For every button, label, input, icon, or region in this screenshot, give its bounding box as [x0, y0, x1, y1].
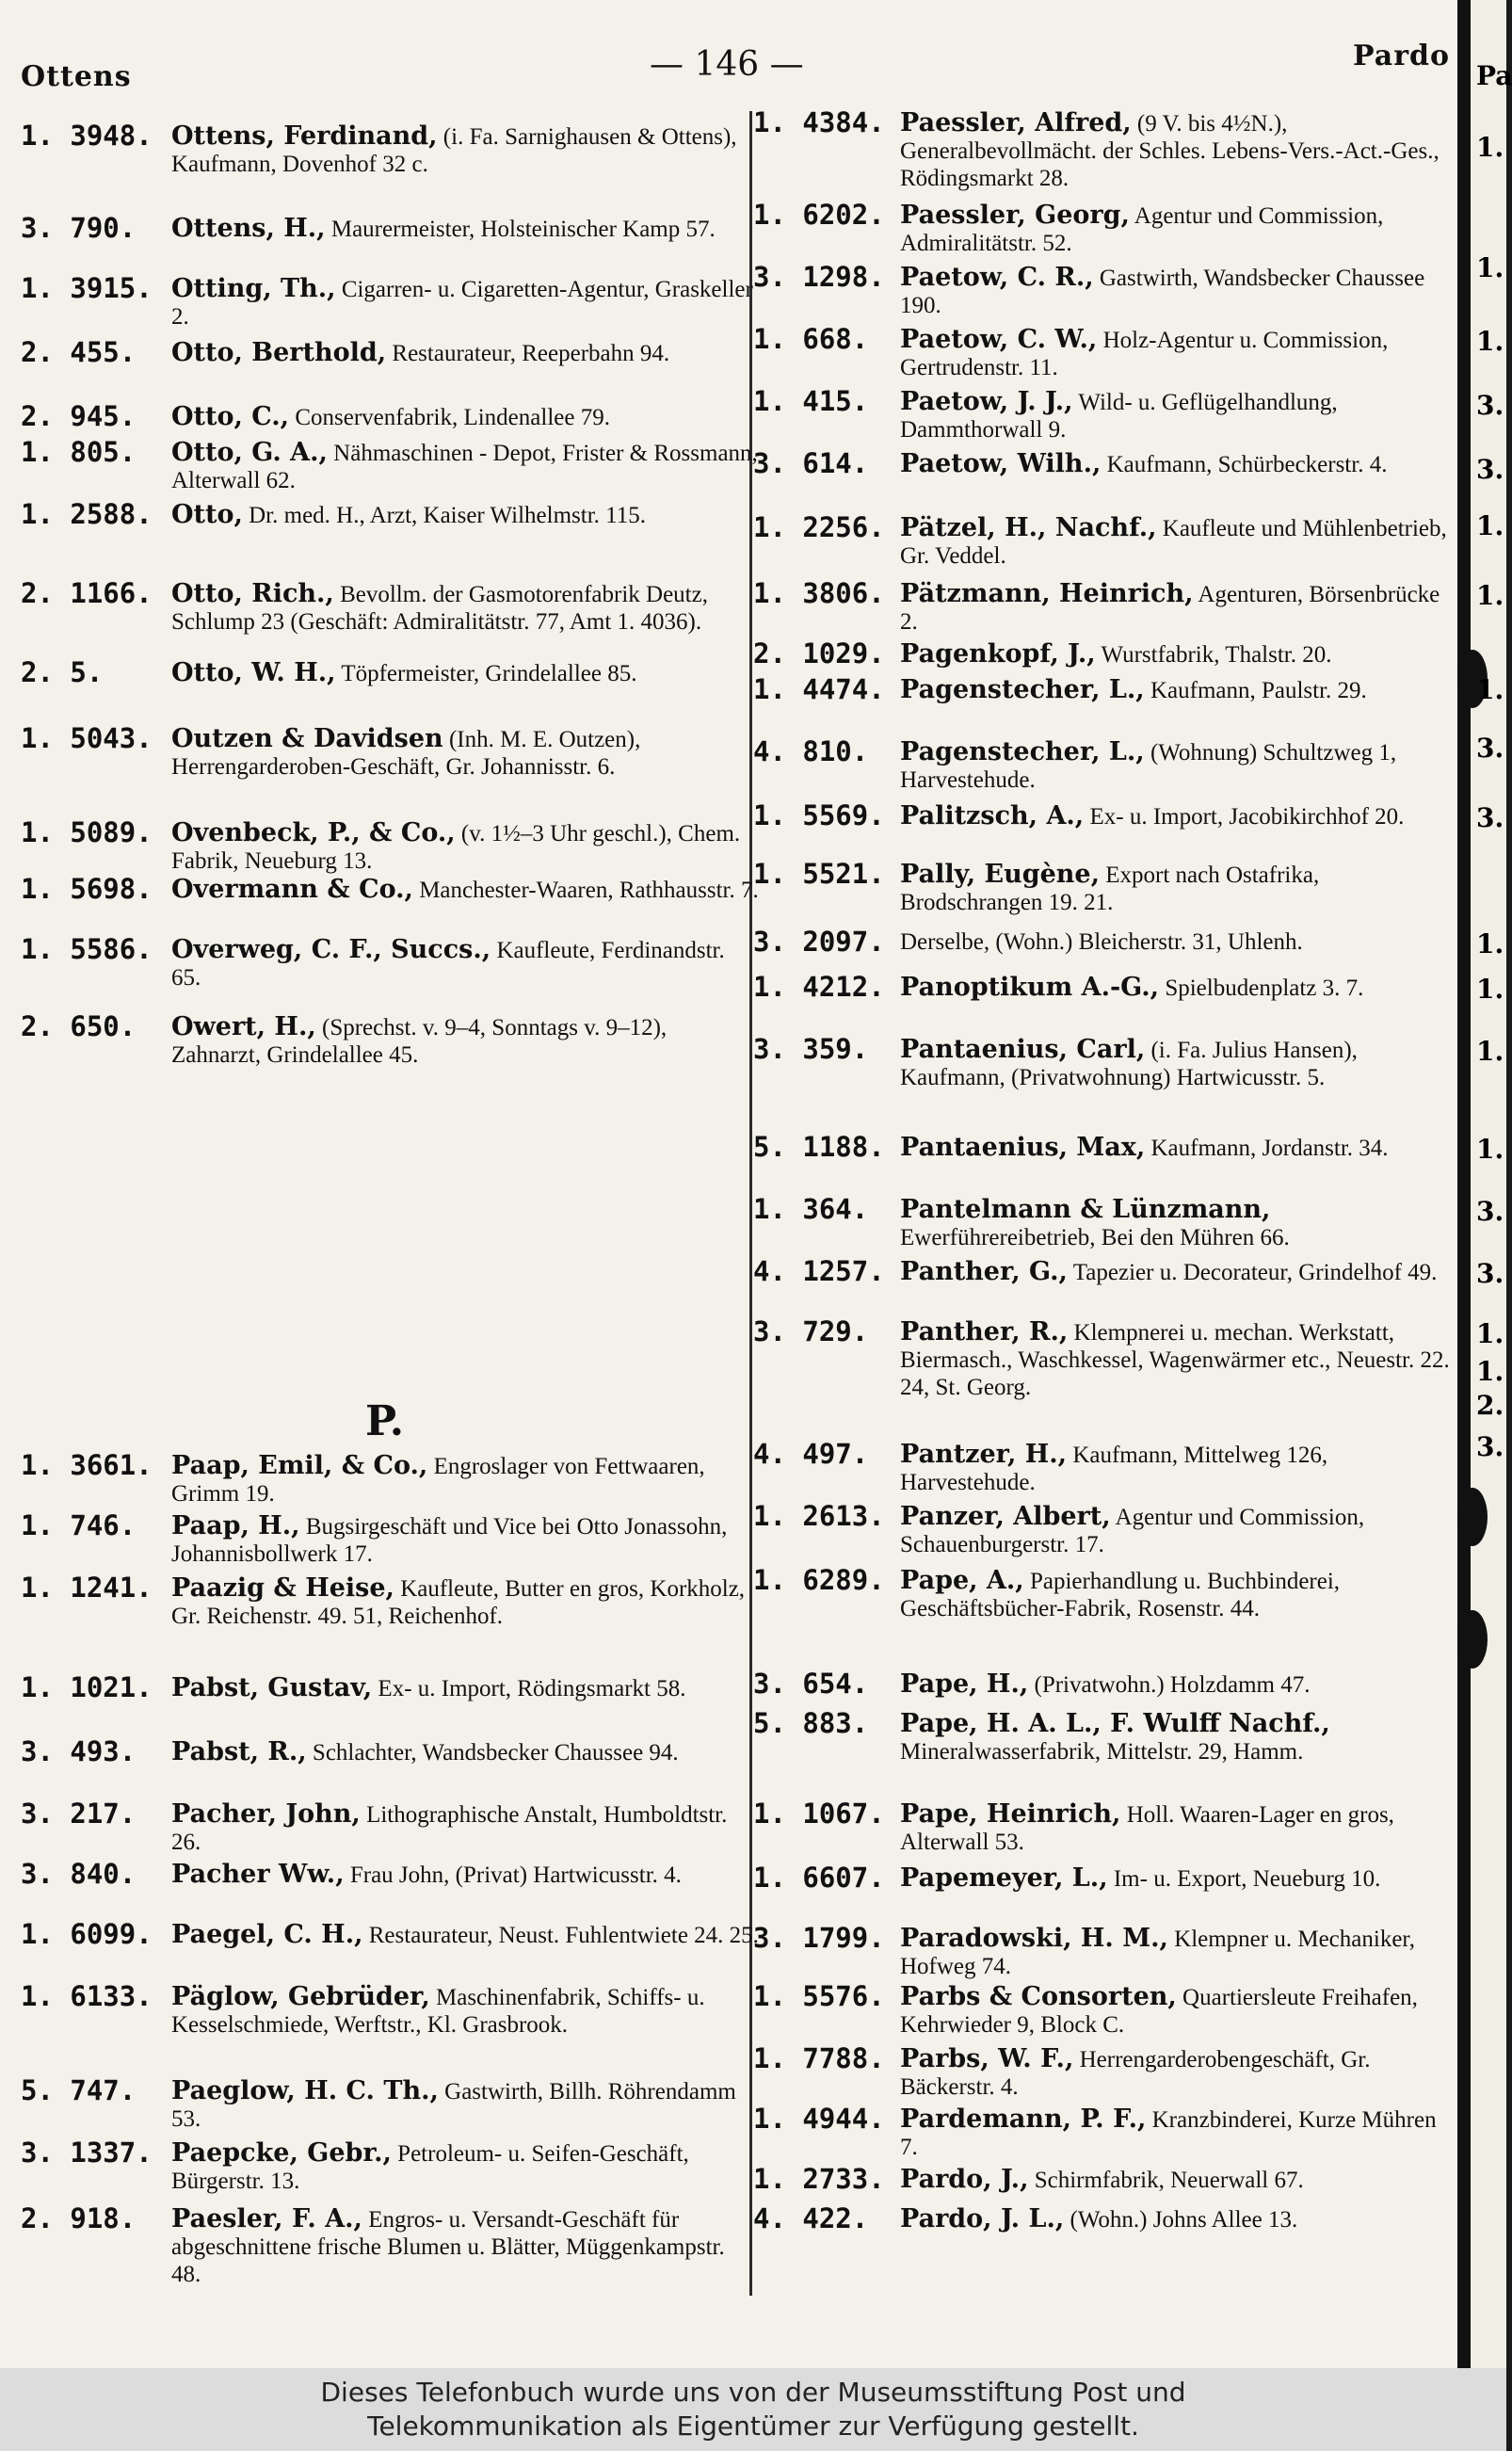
- subscriber-details: (9 V. bis 4½N.), Generalbevollmächt. der Schles. Lebens-Vers.-Act.-Ges., Rödingsmarkt 28.: [900, 111, 1440, 191]
- subscriber-details: Restaurateur, Neust. Fuhlentwiete 24. 25.: [368, 1923, 759, 1948]
- subscriber-name: Pagenstecher, L.,: [900, 737, 1145, 766]
- entry-text: [900, 2045, 1459, 2101]
- subscriber-name: Pape, A.,: [900, 1566, 1024, 1595]
- subscriber-name: Pacher, John,: [171, 1799, 361, 1829]
- subscriber-name: Outzen & Davidsen: [171, 724, 443, 753]
- phone-number: 3. 790.: [21, 212, 137, 244]
- subscriber-name: Paepcke, Gebr.,: [171, 2138, 392, 2168]
- subscriber-details: Wild- u. Geflügelhandlung, Dammthorwall 9.: [900, 390, 1338, 443]
- subscriber-name: Panzer, Albert,: [900, 1502, 1111, 1531]
- subscriber-details: Kaufmann, Schürbeckerstr. 4.: [1106, 452, 1388, 477]
- subscriber-details: (v. 1½–3 Uhr geschl.), Chem. Fabrik, Neueburg 13.: [171, 821, 741, 874]
- phone-number: 5. 883.: [753, 1707, 869, 1739]
- edge-fragment: 1.: [1476, 1318, 1504, 1349]
- edge-fragment: 3.: [1476, 1258, 1504, 1289]
- subscriber-details: Töpfermeister, Grindelallee 85.: [341, 661, 637, 686]
- subscriber-name: Otto, C.,: [171, 402, 290, 431]
- phone-number: 1. 5569.: [753, 799, 885, 831]
- subscriber-details: Restaurateur, Reeperbahn 94.: [392, 341, 670, 366]
- subscriber-details: Agentur und Commission, Schauenburgerstr. 17.: [900, 1505, 1365, 1557]
- entry-text: [171, 1574, 760, 1630]
- binding-mark: [1457, 1610, 1488, 1669]
- subscriber-name: Päglow, Gebrüder,: [171, 1982, 430, 2011]
- phone-number: 3. 1337.: [21, 2137, 153, 2169]
- entry-text: [171, 2205, 760, 2288]
- subscriber-details: Kaufleute und Mühlenbetrieb, Gr. Veddel.: [900, 516, 1447, 569]
- subscriber-details: Ewerführereibetrieb, Bei den Mühren 66.: [900, 1225, 1290, 1250]
- edge-fragment: 3.: [1476, 733, 1504, 764]
- entry-text: [900, 1258, 1459, 1286]
- subscriber-details: Frau John, (Privat) Hartwicusstr. 4.: [349, 1862, 682, 1888]
- subscriber-name: Pape, Heinrich,: [900, 1799, 1121, 1829]
- entry-text: [171, 403, 760, 431]
- entry-text: [900, 202, 1459, 257]
- subscriber-details: Ex- u. Import, Jacobikirchhof 20.: [1089, 804, 1405, 830]
- binding-mark: [1457, 1488, 1488, 1546]
- subscriber-details: Conservenfabrik, Lindenallee 79.: [295, 405, 610, 430]
- phone-number: 3. 729.: [753, 1315, 869, 1347]
- entry-text: [171, 1452, 760, 1508]
- phone-number: 3. 840.: [21, 1858, 137, 1890]
- entry-text: [171, 819, 760, 875]
- entry-text: [171, 2139, 760, 2195]
- phone-number: 3. 217.: [21, 1798, 137, 1830]
- subscriber-name: Pätzmann, Heinrich,: [900, 579, 1194, 608]
- subscriber-name: Otto, G. A.,: [171, 438, 328, 467]
- subscriber-name: Overmann & Co.,: [171, 875, 413, 904]
- entry-text: [900, 2166, 1459, 2194]
- phone-number: 1. 2588.: [21, 498, 153, 530]
- subscriber-name: Otto, Berthold,: [171, 338, 387, 367]
- phone-number: 2. 1029.: [753, 637, 885, 669]
- phone-number: 1. 5576.: [753, 1980, 885, 2012]
- subscriber-name: Palitzsch, A.,: [900, 801, 1085, 830]
- running-head-right: Pardo: [1353, 40, 1450, 73]
- entry-text: [900, 1670, 1459, 1699]
- subscriber-details: Agenturen, Börsenbrücke 2.: [900, 582, 1440, 635]
- subscriber-name: Panoptikum A.-G.,: [900, 973, 1160, 1002]
- subscriber-name: Ovenbeck, P., & Co.,: [171, 818, 456, 847]
- entry-text: [900, 1036, 1459, 1091]
- phone-number: 5. 1188.: [753, 1131, 885, 1163]
- entry-text: [171, 215, 760, 243]
- subscriber-name: Pantelmann & Lünzmann,: [900, 1195, 1271, 1224]
- subscriber-details: (Sprechst. v. 9–4, Sonntags v. 9–12), Zahnarzt, Grindelallee 45.: [171, 1015, 668, 1068]
- subscriber-name: Paeglow, H. C. Th.,: [171, 2076, 439, 2105]
- subscriber-details: Kaufleute, Ferdinandstr. 65.: [171, 938, 725, 991]
- subscriber-details: Gastwirth, Wandsbecker Chaussee 190.: [900, 266, 1425, 318]
- subscriber-name: Paetow, C. W.,: [900, 325, 1098, 354]
- subscriber-name: Pantaenius, Max,: [900, 1133, 1146, 1162]
- edge-fragment: 1.: [1476, 580, 1504, 611]
- edge-fragment: 3.: [1476, 454, 1504, 485]
- subscriber-name: Paradowski, H. M.,: [900, 1924, 1168, 1953]
- phone-number: 4. 810.: [753, 735, 869, 767]
- subscriber-details: (i. Fa. Sarnighausen & Ottens), Kaufmann, Dovenhof 32 c.: [171, 124, 737, 177]
- adjacent-page-edge: [1457, 0, 1512, 2368]
- entry-text: [171, 275, 760, 331]
- edge-fragment: 1.: [1476, 928, 1504, 959]
- subscriber-name: Otto, W. H.,: [171, 658, 336, 687]
- entry-text: [171, 725, 760, 781]
- footer-line-2: Telekommunikation als Eigentümer zur Verfügung gestellt.: [367, 2411, 1139, 2442]
- subscriber-details: Holl. Waaren-Lager en gros, Alterwall 53.: [900, 1802, 1394, 1855]
- edge-fragment: 1.: [1476, 1134, 1504, 1165]
- phone-number: 1. 415.: [753, 385, 869, 417]
- subscriber-details: Mineralwasserfabrik, Mittelstr. 29, Hamm.: [900, 1739, 1304, 1765]
- subscriber-name: Ottens, H.,: [171, 214, 326, 243]
- subscriber-name: Paesler, F. A.,: [171, 2204, 362, 2233]
- entry-text: [171, 580, 760, 636]
- edge-fragment: 1.: [1476, 326, 1504, 357]
- phone-number: 1. 364.: [753, 1193, 869, 1225]
- subscriber-name: Otto,: [171, 500, 243, 529]
- entry-text: [900, 1710, 1459, 1766]
- entry-text: [900, 2105, 1459, 2161]
- entry-text: [900, 1925, 1459, 1980]
- phone-number: 1. 5521.: [753, 858, 885, 890]
- subscriber-name: Pape, H.,: [900, 1669, 1029, 1699]
- phone-number: 2. 5.: [21, 656, 104, 688]
- subscriber-name: Paap, Emil, & Co.,: [171, 1451, 428, 1480]
- subscriber-details: Papierhandlung u. Buchbinderei, Geschäftsbücher-Fabrik, Rosenstr. 44.: [900, 1569, 1341, 1621]
- phone-number: 2. 918.: [21, 2202, 137, 2234]
- phone-number: 1. 6133.: [21, 1980, 153, 2012]
- phone-number: 1. 4384.: [753, 106, 885, 138]
- subscriber-details: Bugsirgeschäft und Vice bei Otto Jonassohn, Johannisbollwerk 17.: [171, 1514, 728, 1567]
- subscriber-details: (i. Fa. Julius Hansen), Kaufmann, (Privatwohnung) Hartwicusstr. 5.: [900, 1038, 1358, 1090]
- phone-number: 3. 359.: [753, 1033, 869, 1065]
- phone-number: 1. 6202.: [753, 199, 885, 231]
- subscriber-details: Maurermeister, Holsteinischer Kamp 57.: [330, 217, 716, 242]
- entry-text: [171, 439, 760, 494]
- entry-text: [900, 388, 1459, 443]
- entry-text: [900, 738, 1459, 794]
- edge-fragment: Pa: [1476, 60, 1512, 91]
- subscriber-name: Paetow, J. J.,: [900, 387, 1073, 416]
- phone-number: 1. 2733.: [753, 2163, 885, 2195]
- subscriber-details: Manchester-Waaren, Rathhausstr. 7.: [419, 878, 759, 903]
- page-number: — 146 —: [650, 45, 804, 84]
- phone-number: 4. 1257.: [753, 1255, 885, 1287]
- phone-number: 2. 945.: [21, 400, 137, 432]
- phone-number: 1. 5089.: [21, 816, 153, 848]
- phone-number: 1. 4474.: [753, 673, 885, 705]
- entry-text: [900, 1196, 1459, 1251]
- subscriber-name: Pagenkopf, J.,: [900, 639, 1096, 669]
- phone-number: 1. 6289.: [753, 1564, 885, 1596]
- subscriber-name: Pally, Eugène,: [900, 860, 1100, 889]
- edge-fragment: 3.: [1476, 1196, 1504, 1227]
- subscriber-details: Lithographische Anstalt, Humboldtstr. 26.: [171, 1802, 728, 1855]
- subscriber-details: Gastwirth, Billh. Röhrendamm 53.: [171, 2079, 736, 2132]
- entry-text: [900, 109, 1459, 192]
- entry-text: [900, 1983, 1459, 2039]
- subscriber-details: Kaufmann, Jordanstr. 34.: [1150, 1136, 1389, 1161]
- entry-text: [171, 1674, 760, 1702]
- subscriber-details: Engros- u. Versandt-Geschäft für abgeschnittene frische Blumen u. Blätter, Müggenkampstr. 48.: [171, 2207, 725, 2287]
- subscriber-details: Kaufleute, Butter en gros, Korkholz, Gr. Reichenstr. 49. 51, Reichenhof.: [171, 1576, 746, 1629]
- subscriber-details: Nähmaschinen - Depot, Frister & Rossmann, Alterwall 62.: [171, 441, 758, 493]
- subscriber-name: Pape, H. A. L., F. Wulff Nachf.,: [900, 1709, 1330, 1738]
- edge-fragment: 1.: [1476, 674, 1504, 705]
- entry-text: [900, 640, 1459, 669]
- phone-number: 1. 2256.: [753, 511, 885, 543]
- entry-text: [171, 1013, 760, 1069]
- subscriber-details: Petroleum- u. Seifen-Geschäft, Bürgerstr. 13.: [171, 2141, 689, 2194]
- phone-number: 1. 3661.: [21, 1449, 153, 1481]
- entry-text: [171, 936, 760, 992]
- edge-fragment: 1.: [1476, 974, 1504, 1005]
- subscriber-details: Cigarren- u. Cigaretten-Agentur, Graskeller 2.: [171, 277, 753, 330]
- phone-number: 1. 5043.: [21, 722, 153, 754]
- subscriber-details: (Inh. M. E. Outzen), Herrengarderoben-Geschäft, Gr. Johannisstr. 6.: [171, 727, 641, 780]
- subscriber-details: Spielbudenplatz 3. 7.: [1165, 976, 1364, 1001]
- subscriber-details: Bevollm. der Gasmotorenfabrik Deutz, Schlump 23 (Geschäft: Admiralitätstr. 77, Amt 1. 4036).: [171, 582, 708, 635]
- entry-text: [900, 928, 1459, 956]
- phone-number: 1. 668.: [753, 323, 869, 355]
- subscriber-name: Pardo, J. L.,: [900, 2204, 1065, 2233]
- entry-text: [171, 339, 760, 367]
- phone-number: 1. 5586.: [21, 933, 153, 965]
- entry-text: [900, 326, 1459, 381]
- subscriber-details: Dr. med. H., Arzt, Kaiser Wilhelmstr. 115.: [249, 503, 646, 528]
- section-letter: P.: [365, 1397, 405, 1445]
- subscriber-name: Paap, H.,: [171, 1511, 300, 1540]
- subscriber-name: Panther, G.,: [900, 1257, 1068, 1286]
- entry-text: [171, 876, 760, 904]
- entry-text: [171, 1861, 760, 1889]
- subscriber-name: Paessler, Georg,: [900, 201, 1130, 230]
- subscriber-details: Wurstfabrik, Thalstr. 20.: [1101, 642, 1332, 668]
- subscriber-details: Ex- u. Import, Rödingsmarkt 58.: [378, 1676, 686, 1701]
- phone-number: 1. 1067.: [753, 1798, 885, 1830]
- subscriber-details: Derselbe, (Wohn.) Bleicherstr. 31, Uhlenh.: [900, 929, 1303, 955]
- edge-fragment: 1.: [1476, 252, 1504, 283]
- subscriber-name: Pantaenius, Carl,: [900, 1035, 1146, 1064]
- edge-fragment: 1.: [1476, 132, 1504, 163]
- phone-number: 4. 422.: [753, 2202, 869, 2234]
- subscriber-name: Papemeyer, L.,: [900, 1863, 1108, 1893]
- entry-text: [900, 1864, 1459, 1893]
- phone-number: 1. 6607.: [753, 1862, 885, 1894]
- entry-text: [900, 1134, 1459, 1162]
- phone-number: 1. 4212.: [753, 971, 885, 1003]
- entry-text: [171, 122, 760, 178]
- entry-text: [900, 1567, 1459, 1622]
- phone-number: 1. 1021.: [21, 1671, 153, 1703]
- phone-number: 1. 805.: [21, 436, 137, 468]
- entry-text: [171, 2077, 760, 2133]
- subscriber-name: Pagenstecher, L.,: [900, 675, 1145, 704]
- subscriber-name: Paessler, Alfred,: [900, 108, 1132, 137]
- phone-number: 3. 1799.: [753, 1922, 885, 1954]
- phone-number: 1. 7788.: [753, 2042, 885, 2074]
- footer-notice: [0, 2368, 1506, 2451]
- phone-number: 5. 747.: [21, 2074, 137, 2106]
- phone-number: 3. 493.: [21, 1735, 137, 1767]
- subscriber-details: Schlachter, Wandsbecker Chaussee 94.: [312, 1740, 679, 1766]
- phone-number: 3. 2097.: [753, 926, 885, 958]
- subscriber-details: (Wohnung) Schultzweg 1, Harvestehude.: [900, 740, 1397, 793]
- page-gutter: [1457, 0, 1471, 2368]
- subscriber-details: Engroslager von Fettwaaren, Grimm 19.: [171, 1454, 705, 1507]
- phone-number: 1. 3806.: [753, 577, 885, 609]
- running-head-left: Ottens: [21, 60, 132, 93]
- entry-text: [171, 1738, 760, 1766]
- subscriber-details: Kaufmann, Mittelweg 126, Harvestehude.: [900, 1443, 1328, 1495]
- entry-text: [900, 1800, 1459, 1856]
- entry-text: [900, 1318, 1459, 1401]
- subscriber-name: Otto, Rich.,: [171, 579, 334, 608]
- subscriber-details: Klempnerei u. mechan. Werkstatt, Biermasch., Waschkessel, Wagenwärmer etc., Neuestr. 22. 24, St. Georg.: [900, 1320, 1450, 1400]
- edge-fragment: 2.: [1476, 1390, 1504, 1421]
- phone-number: 1. 1241.: [21, 1572, 153, 1604]
- edge-fragment: 1.: [1476, 510, 1504, 541]
- edge-fragment: 3.: [1476, 802, 1504, 833]
- subscriber-name: Pardo, J.,: [900, 2165, 1029, 2194]
- phone-number: 2. 650.: [21, 1010, 137, 1042]
- entry-text: [900, 264, 1459, 319]
- phone-number: 2. 1166.: [21, 577, 153, 609]
- entry-text: [900, 974, 1459, 1002]
- phone-number: 1. 4944.: [753, 2103, 885, 2135]
- phone-number: 1. 746.: [21, 1509, 137, 1541]
- entry-text: [171, 659, 760, 687]
- entry-text: [171, 1921, 760, 1949]
- subscriber-name: Pacher Ww.,: [171, 1860, 345, 1889]
- subscriber-name: Pabst, R.,: [171, 1737, 307, 1766]
- subscriber-details: Tapezier u. Decorateur, Grindelhof 49.: [1072, 1260, 1438, 1285]
- subscriber-details: (Wohn.) Johns Allee 13.: [1070, 2207, 1298, 2233]
- subscriber-name: Pätzel, H., Nachf.,: [900, 513, 1157, 542]
- subscriber-name: Paegel, C. H.,: [171, 1920, 363, 1949]
- subscriber-details: Im- u. Export, Neueburg 10.: [1113, 1866, 1381, 1892]
- subscriber-details: Maschinenfabrik, Schiffs- u. Kesselschmiede, Werftstr., Kl. Grasbrook.: [171, 1985, 705, 2038]
- subscriber-details: Export nach Ostafrika, Brodschrangen 19. 21.: [900, 863, 1320, 915]
- phone-number: 4. 497.: [753, 1438, 869, 1470]
- phone-number: 1. 2613.: [753, 1500, 885, 1532]
- phone-number: 3. 1298.: [753, 261, 885, 293]
- entry-text: [171, 1800, 760, 1856]
- subscriber-details: Kranzbinderei, Kurze Mühren 7.: [900, 2107, 1437, 2160]
- footer-line-1: Dieses Telefonbuch wurde uns von der Museumsstiftung Post und: [320, 2377, 1186, 2408]
- subscriber-details: Kaufmann, Paulstr. 29.: [1150, 678, 1367, 703]
- edge-fragment: 3.: [1476, 1431, 1504, 1462]
- entry-text: [900, 450, 1459, 478]
- edge-fragment: 3.: [1476, 390, 1504, 421]
- subscriber-name: Parbs & Consorten,: [900, 1982, 1177, 2011]
- edge-fragment: 1.: [1476, 1356, 1504, 1387]
- subscriber-name: Overweg, C. F., Succs.,: [171, 935, 491, 964]
- subscriber-details: Schirmfabrik, Neuerwall 67.: [1034, 2168, 1304, 2193]
- entry-text: [900, 580, 1459, 636]
- subscriber-details: Herrengarderobengeschäft, Gr. Bäckerstr. 4.: [900, 2047, 1371, 2100]
- phone-number: 3. 614.: [753, 447, 869, 479]
- phone-number: 1. 3948.: [21, 120, 153, 152]
- subscriber-name: Panther, R.,: [900, 1317, 1069, 1346]
- entry-text: [900, 514, 1459, 570]
- subscriber-name: Paetow, C. R.,: [900, 263, 1094, 292]
- subscriber-name: Paetow, Wilh.,: [900, 449, 1102, 478]
- entry-text: [171, 501, 760, 529]
- subscriber-name: Pantzer, H.,: [900, 1440, 1068, 1469]
- entry-text: [900, 676, 1459, 704]
- entry-text: [900, 861, 1459, 916]
- subscriber-name: Ottens, Ferdinand,: [171, 121, 438, 151]
- subscriber-name: Otting, Th.,: [171, 274, 336, 303]
- subscriber-name: Pardemann, P. F.,: [900, 2104, 1147, 2134]
- phone-number: 3. 654.: [753, 1668, 869, 1700]
- entry-text: [171, 1512, 760, 1568]
- subscriber-name: Owert, H.,: [171, 1012, 316, 1041]
- phone-number: 1. 6099.: [21, 1918, 153, 1950]
- phone-number: 1. 3915.: [21, 272, 153, 304]
- phone-number: 1. 5698.: [21, 873, 153, 905]
- subscriber-details: Agentur und Commission, Admiralitätstr. 52.: [900, 203, 1384, 256]
- entry-text: [900, 1503, 1459, 1558]
- subscriber-name: Paazig & Heise,: [171, 1573, 394, 1603]
- edge-fragment: 1.: [1476, 1036, 1504, 1067]
- entry-text: [900, 1441, 1459, 1496]
- entry-text: [900, 2205, 1459, 2233]
- subscriber-details: Holz-Agentur u. Commission, Gertrudenstr. 11.: [900, 328, 1389, 380]
- subscriber-details: (Privatwohn.) Holzdamm 47.: [1034, 1672, 1311, 1698]
- subscriber-details: Quartiersleute Freihafen, Kehrwieder 9, Block C.: [900, 1985, 1418, 2038]
- subscriber-name: Pabst, Gustav,: [171, 1673, 373, 1702]
- subscriber-name: Parbs, W. F.,: [900, 2044, 1074, 2073]
- phone-number: 2. 455.: [21, 336, 137, 368]
- subscriber-details: Klempner u. Mechaniker, Hofweg 74.: [900, 1927, 1415, 1979]
- entry-text: [900, 802, 1459, 830]
- entry-text: [171, 1983, 760, 2039]
